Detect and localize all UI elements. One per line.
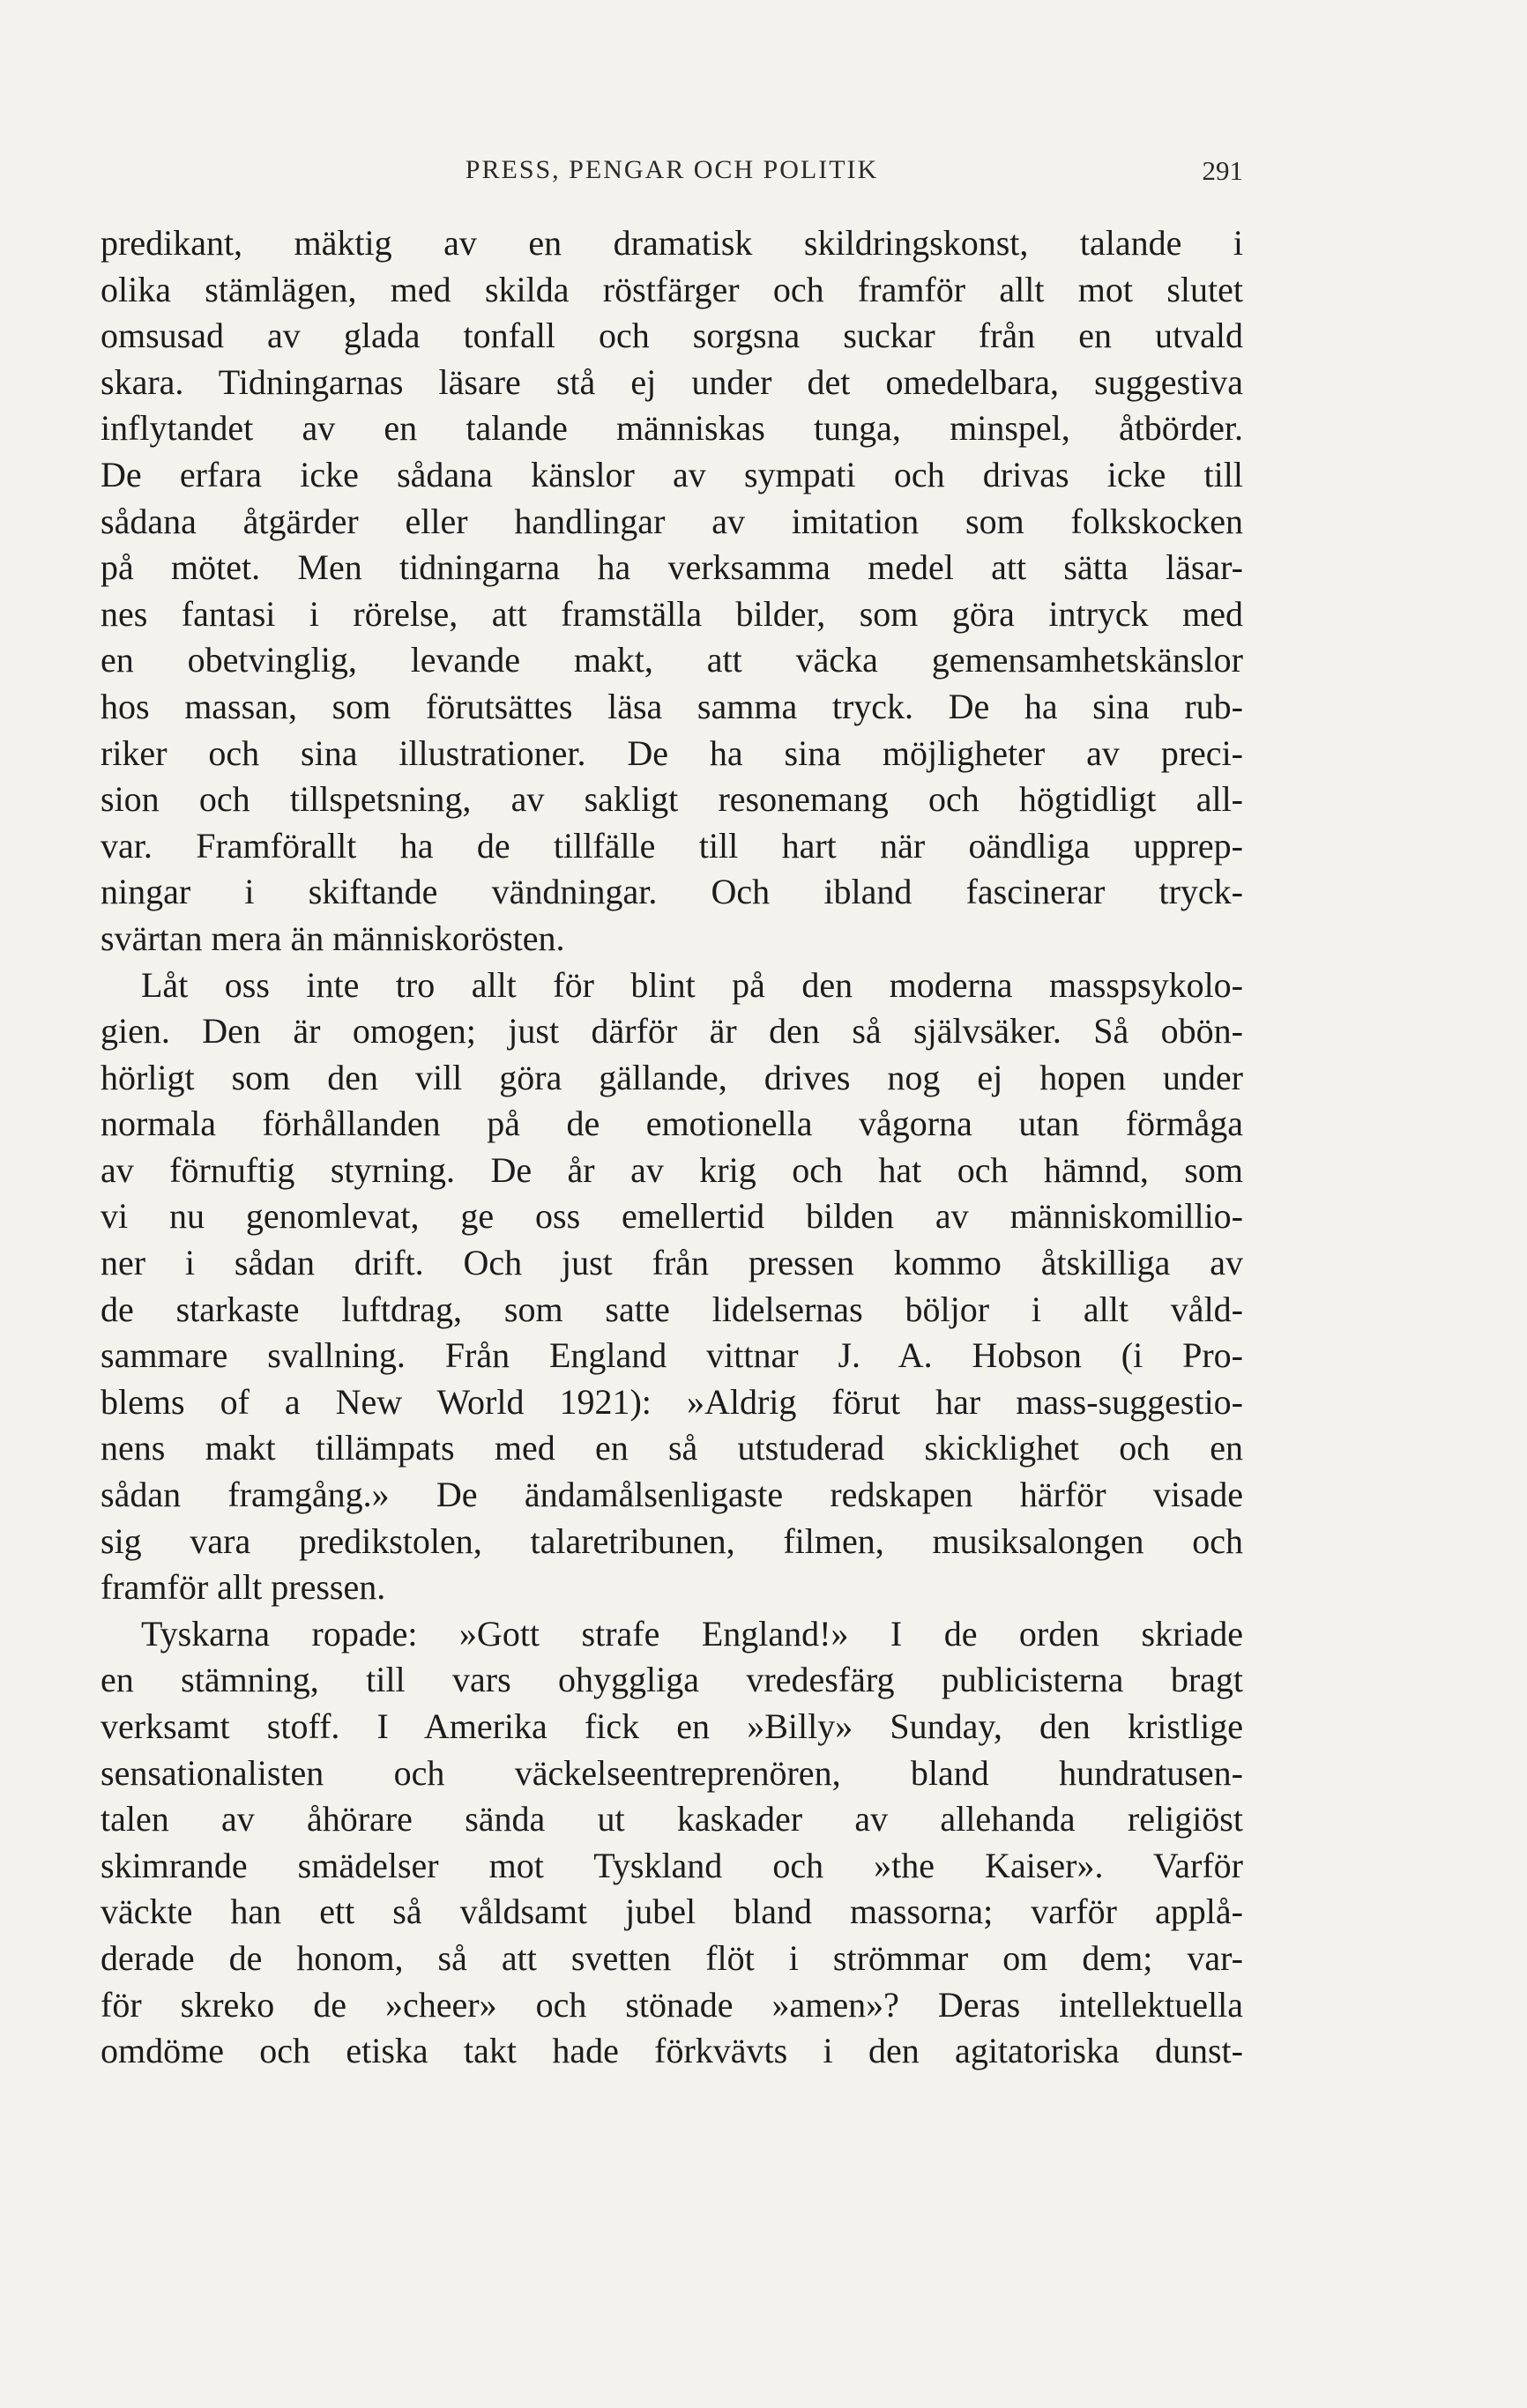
text-line: väckte han ett så våldsamt jubel bland massorna; varför applå-: [101, 1891, 1243, 1932]
text-line: en obetvinglig, levande makt, att väcka gemensamhetskänslor: [101, 640, 1243, 680]
text-line: var. Framförallt ha de tillfälle till hart när oändliga upprep-: [101, 825, 1243, 866]
text-line: hörligt som den vill göra gällande, drives nog ej hopen under: [101, 1057, 1243, 1097]
text-line: predikant, mäktig av en dramatisk skildringskonst, talande i: [101, 223, 1243, 263]
text-line: verksamt stoff. I Amerika fick en »Billy» Sunday, den kristlige: [101, 1706, 1243, 1746]
text-line: De erfara icke sådana känslor av sympati och drivas icke till: [101, 454, 1243, 494]
text-line: sådana åtgärder eller handlingar av imitation som folkskocken: [101, 501, 1243, 541]
text-line: olika stämlägen, med skilda röstfärger och framför allt mot slutet: [101, 269, 1243, 309]
text-line: nes fantasi i rörelse, att framställa bilder, som göra intryck med: [101, 593, 1243, 634]
text-line: normala förhållanden på de emotionella vågorna utan förmåga: [101, 1104, 1243, 1144]
text-line: inflytandet av en talande människas tunga, minspel, åtbörder.: [101, 408, 1243, 449]
text-line: Tyskarna ropade: »Gott strafe England!» I de orden skriade: [141, 1613, 1243, 1654]
text-line: vi nu genomlevat, ge oss emellertid bilden av människomillio-: [101, 1196, 1243, 1237]
text-line: på mötet. Men tidningarna ha verksamma medel att sätta läsar-: [101, 547, 1243, 588]
text-line: framför allt pressen.: [101, 1567, 386, 1608]
text-line: derade de honom, så att svetten flöt i strömmar om dem; var-: [101, 1937, 1243, 1978]
text-line: hos massan, som förutsättes läsa samma tryck. De ha sina rub-: [101, 686, 1243, 726]
text-line: sig vara predikstolen, talaretribunen, filmen, musiksalongen och: [101, 1520, 1243, 1561]
text-line: nens makt tillämpats med en så utstuderad skicklighet och en: [101, 1428, 1243, 1468]
text-line: de starkaste luftdrag, som satte lidelsernas böljor i allt våld-: [101, 1289, 1243, 1329]
text-line: skara. Tidningarnas läsare stå ej under det omedelbara, suggestiva: [101, 361, 1243, 402]
text-line: skimrande smädelser mot Tyskland och »the Kaiser». Varför: [101, 1845, 1243, 1885]
text-line: talen av åhörare sända ut kaskader av allehanda religiöst: [101, 1799, 1243, 1839]
text-line: riker och sina illustrationer. De ha sina möjligheter av preci-: [101, 732, 1243, 773]
text-line: sådan framgång.» De ändamålsenligaste redskapen härför visade: [101, 1475, 1243, 1515]
text-line: ningar i skiftande vändningar. Och ibland fascinerar tryck-: [101, 872, 1243, 912]
text-line: för skreko de »cheer» och stönade »amen»? Deras intellektuella: [101, 1984, 1243, 2025]
text-line: omsusad av glada tonfall och sorgsna suckar från en utvald: [101, 316, 1243, 356]
text-line: av förnuftig styrning. De år av krig och hat och hämnd, som: [101, 1149, 1243, 1190]
running-head: PRESS, PENGAR OCH POLITIK: [465, 155, 879, 184]
text-line: sion och tillspetsning, av sakligt resonemang och högtidligt all-: [101, 779, 1243, 820]
text-line: ner i sådan drift. Och just från pressen kommo åtskilliga av: [101, 1243, 1243, 1283]
text-line: gien. Den är omogen; just därför är den så självsäker. Så obön-: [101, 1011, 1243, 1052]
text-line: Låt oss inte tro allt för blint på den moderna masspsykolo-: [141, 964, 1243, 1005]
text-line: en stämning, till vars ohyggliga vredesfärg publicisterna bragt: [101, 1660, 1243, 1700]
text-line: omdöme och etiska takt hade förkvävts i den agitatoriska dunst-: [101, 2031, 1243, 2071]
page-number: 291: [1202, 155, 1243, 186]
page-header: [101, 155, 1243, 199]
text-line: sensationalisten och väckelseentreprenören, bland hundratusen-: [101, 1752, 1243, 1793]
text-line: blems of a New World 1921): »Aldrig förut har mass-suggestio-: [101, 1381, 1243, 1422]
body-text: [101, 220, 1243, 2075]
text-line: svärtan mera än människorösten.: [101, 918, 565, 958]
text-line: sammare svallning. Från England vittnar J. A. Hobson (i Pro-: [101, 1335, 1243, 1376]
